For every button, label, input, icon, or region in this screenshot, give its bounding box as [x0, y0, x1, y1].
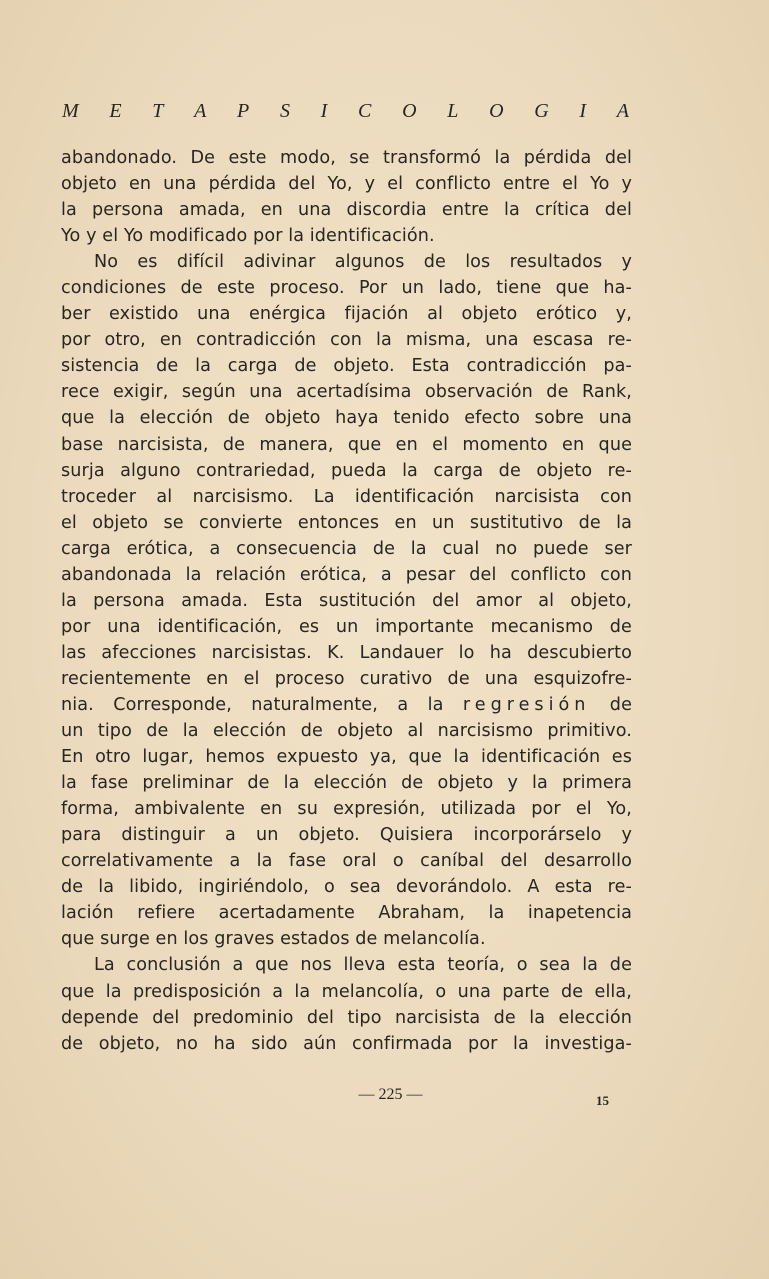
running-head-letter: L: [447, 100, 459, 122]
text-line: surja alguno contrariedad, pueda la carga de objeto re-: [61, 460, 632, 481]
text-line: por otro, en contradicción con la misma, una escasa re-: [61, 330, 632, 351]
body-text: [61, 145, 632, 1057]
text-line: que la predisposición a la melancolía, o una parte de ella,: [61, 981, 632, 1002]
text-line: sistencia de la carga de objeto. Esta contradicción pa-: [61, 356, 632, 377]
running-head-letter: E: [109, 100, 122, 122]
text-line: forma, ambivalente en su expresión, utilizada por el Yo,: [61, 799, 632, 820]
running-head-letter: M: [62, 100, 79, 122]
running-head-letter: T: [152, 100, 164, 122]
running-head-letter: A: [616, 100, 629, 122]
text-line: No es difícil adivinar algunos de los resultados y: [94, 252, 632, 273]
text-line: el objeto se convierte entonces en un sustitutivo de la: [61, 512, 632, 533]
text-line: abandonada la relación erótica, a pesar del conflicto con: [61, 564, 632, 585]
text-line: de objeto, no ha sido aún confirmada por la investiga-: [61, 1033, 632, 1054]
text-line: objeto en una pérdida del Yo, y el conflicto entre el Yo y: [61, 174, 632, 195]
text-line: base narcisista, de manera, que en el momento en que: [61, 434, 632, 455]
running-head-letter: O: [402, 100, 417, 122]
text-line: que la elección de objeto haya tenido efecto sobre una: [61, 408, 632, 429]
text-line: La conclusión a que nos lleva esta teoría, o sea la de: [94, 955, 632, 976]
text-line: la persona amada. Esta sustitución del amor al objeto,: [61, 590, 632, 611]
text-line: En otro lugar, hemos expuesto ya, que la identificación es: [61, 747, 632, 768]
text-line: ber existido una enérgica fijación al objeto erótico y,: [61, 304, 632, 325]
running-head-letter: P: [237, 100, 250, 122]
running-head-letter: I: [579, 100, 587, 122]
text-line: abandonado. De este modo, se transformó la pérdida del: [61, 148, 632, 168]
text-line: recientemente en el proceso curativo de una esquizofre-: [61, 668, 632, 689]
text-line: para distinguir a un objeto. Quisiera incorporárselo y: [61, 825, 632, 846]
text-line: Yo y el Yo modificado por la identificación.: [61, 226, 435, 247]
text-line: que surge en los graves estados de melancolía.: [61, 929, 486, 950]
running-head: [62, 100, 629, 123]
emphasized-word: regresión: [462, 694, 591, 715]
text-segment: de: [590, 694, 632, 715]
text-line: depende del predominio del tipo narcisista de la elección: [61, 1007, 632, 1028]
text-line: las afecciones narcisistas. K. Landauer lo ha descubierto: [61, 642, 632, 663]
text-line: la fase preliminar de la elección de objeto y la primera: [61, 773, 632, 794]
text-line: de la libido, ingiriéndolo, o sea devorándolo. A esta re-: [61, 877, 632, 898]
text-line: rece exigir, según una acertadísima observación de Rank,: [61, 382, 632, 403]
running-head-letter: C: [358, 100, 372, 122]
text-line: un tipo de la elección de objeto al narcisismo primitivo.: [61, 721, 632, 742]
running-head-letter: S: [279, 100, 290, 122]
text-line: correlativamente a la fase oral o caníbal del desarrollo: [61, 851, 632, 872]
text-line: [61, 692, 632, 718]
text-line: lación refiere acertadamente Abraham, la inapetencia: [61, 903, 632, 924]
signature-mark: 15: [596, 1093, 609, 1108]
running-head-letter: O: [489, 100, 504, 122]
text-segment: nia. Corresponde, naturalmente, a la: [61, 694, 463, 715]
text-line: troceder al narcisismo. La identificación narcisista con: [61, 486, 632, 507]
text-line: carga erótica, a consecuencia de la cual no puede ser: [61, 538, 632, 559]
running-head-letter: G: [534, 100, 549, 122]
text-line: condiciones de este proceso. Por un lado, tiene que ha-: [61, 278, 632, 299]
text-line: la persona amada, en una discordia entre la crítica del: [61, 200, 632, 221]
running-head-letter: I: [320, 100, 328, 122]
running-head-letter: A: [194, 100, 207, 122]
text-line: por una identificación, es un importante mecanismo de: [61, 616, 632, 637]
page-number: — 225 —: [358, 1086, 423, 1103]
